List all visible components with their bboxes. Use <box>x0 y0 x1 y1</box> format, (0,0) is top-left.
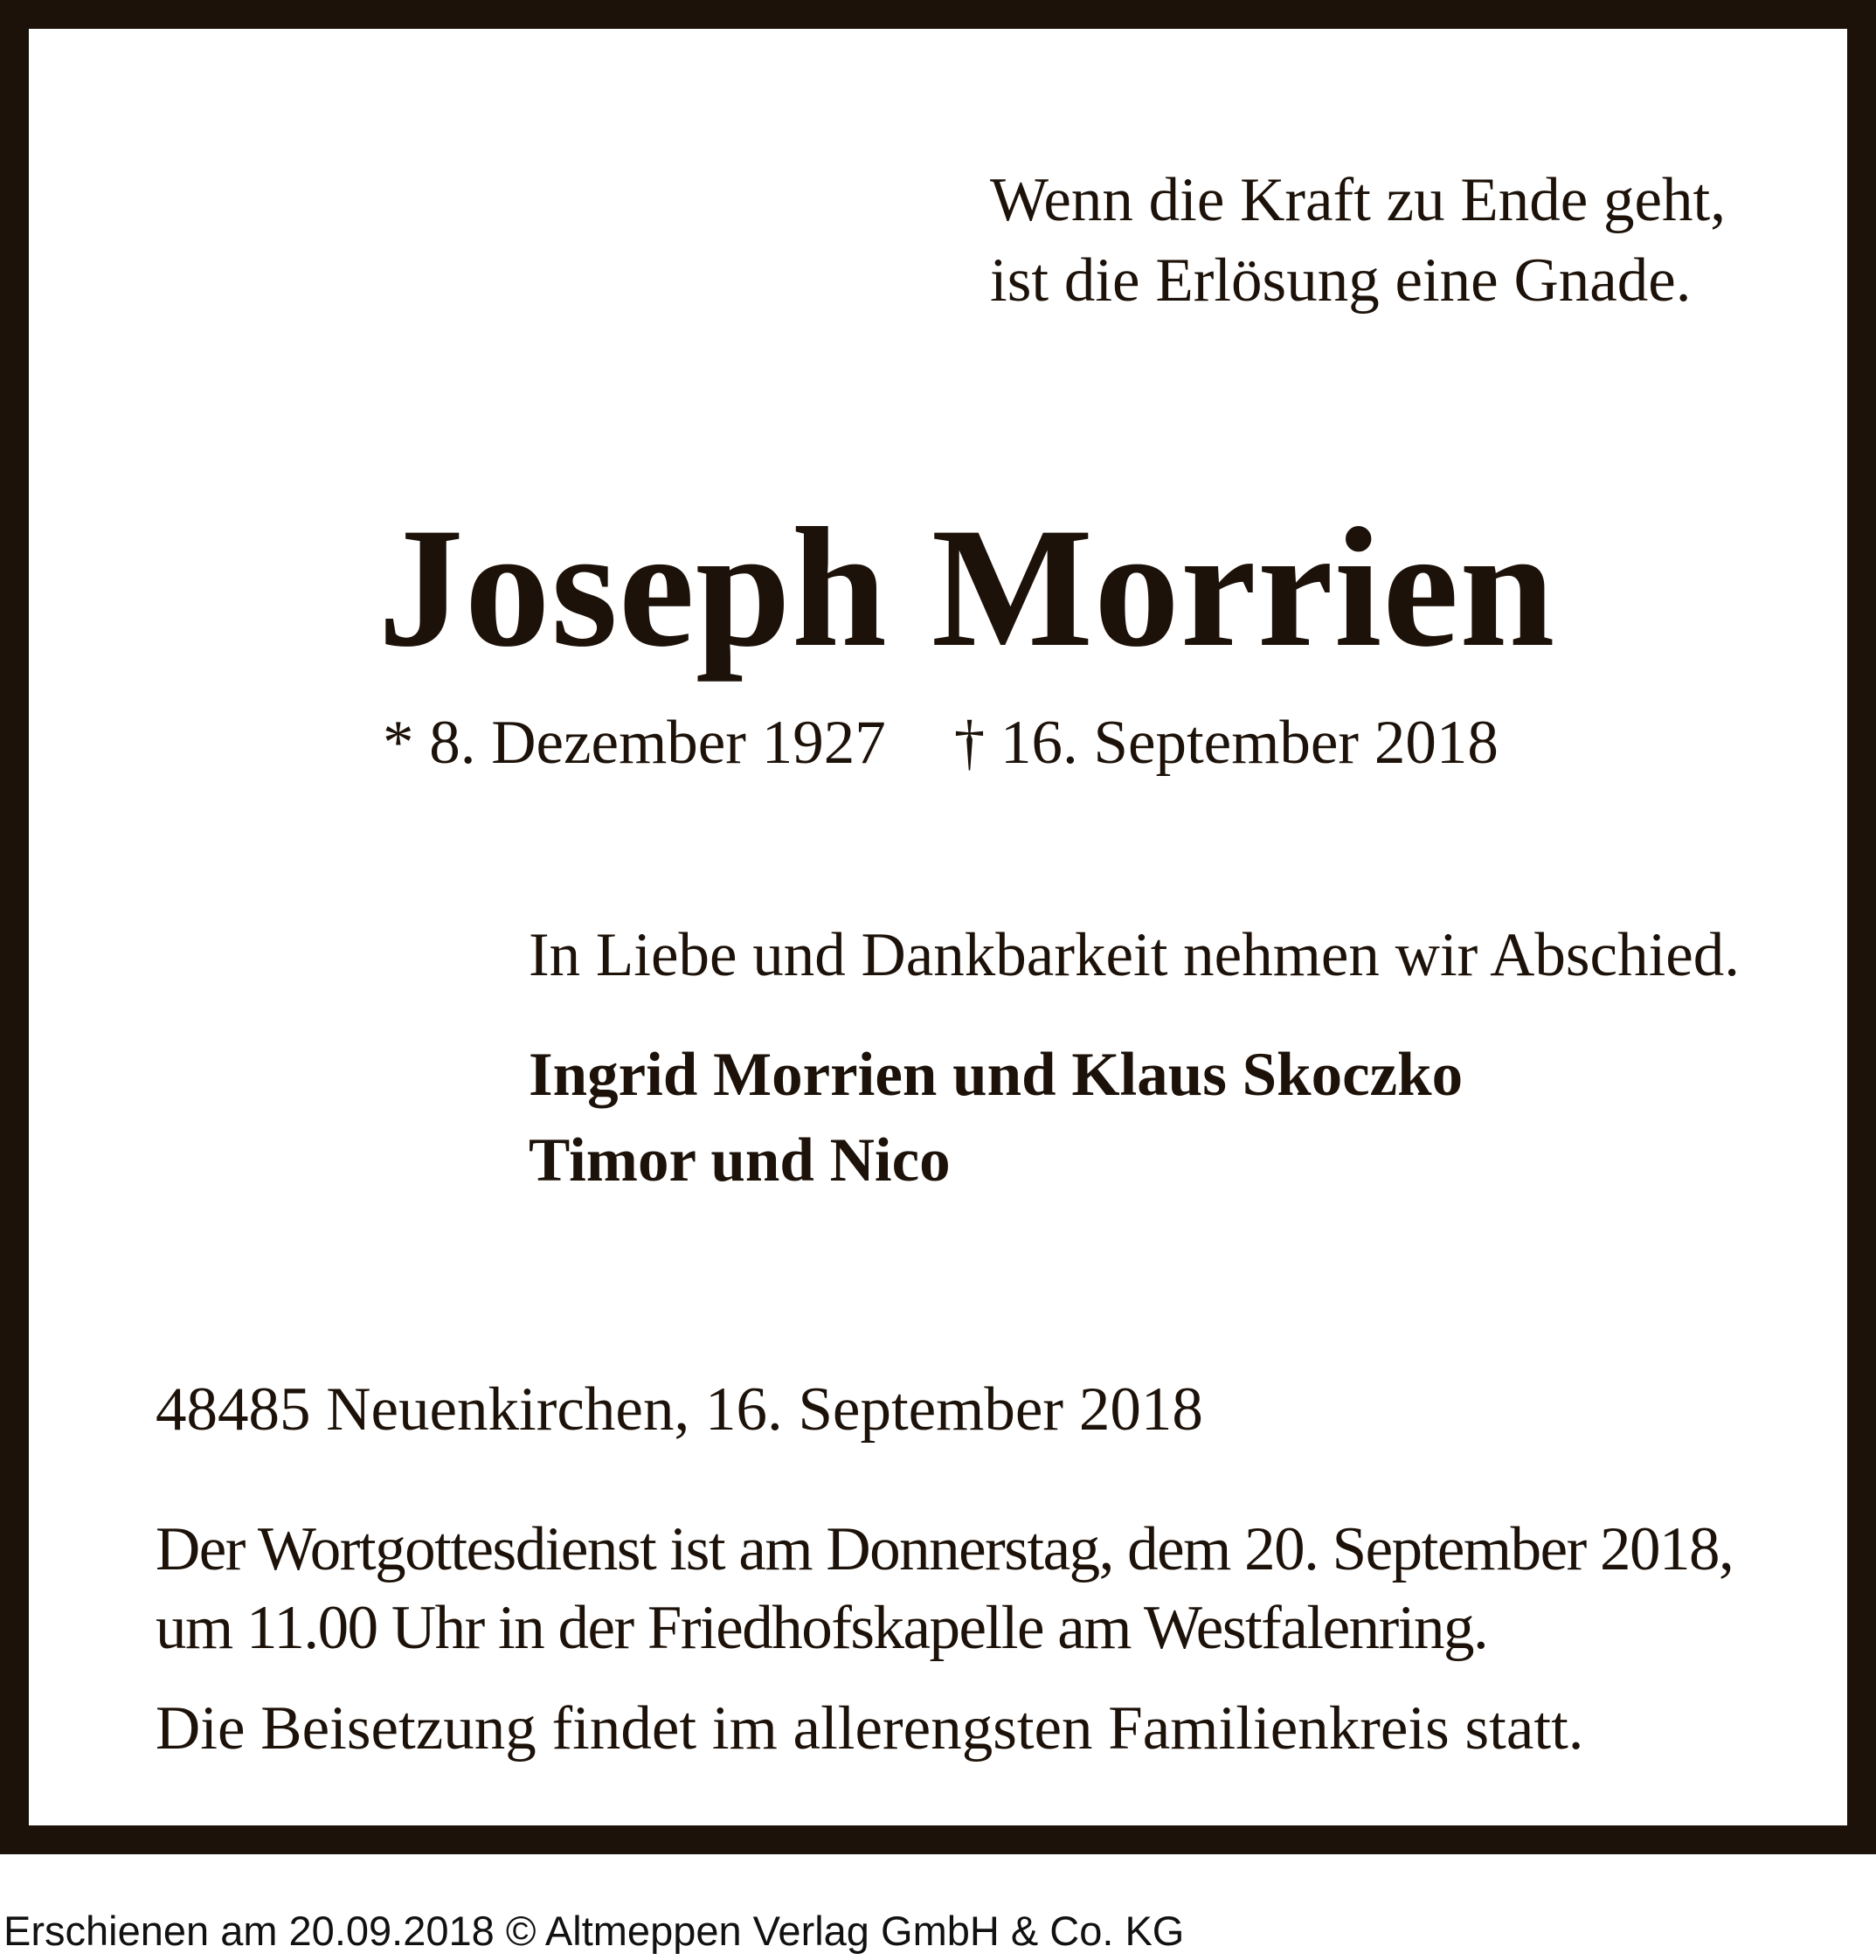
place-and-date: 48485 Neuenkirchen, 16. September 2018 <box>156 1375 1203 1444</box>
service-line-1: Der Wortgottesdienst ist am Donnerstag, dem 20. September 2018, <box>156 1515 1734 1583</box>
service-info <box>156 1510 1733 1667</box>
mourners-list <box>529 1032 1463 1203</box>
farewell-text: In Liebe und Dankbarkeit nehmen wir Abschied. <box>529 921 1741 989</box>
birth-date: * 8. Dezember 1927 <box>383 709 886 777</box>
mourner-line-2: Timor und Nico <box>529 1126 951 1195</box>
deceased-name: Joseph Morrien <box>377 493 1556 682</box>
service-line-2: um 11.00 Uhr in der Friedhofskapelle am Westfalenring. <box>156 1594 1488 1662</box>
motto-line-2: ist die Erlösung eine Gnade. <box>990 246 1692 315</box>
motto-quote <box>990 160 1726 321</box>
death-date: † 16. September 2018 <box>953 709 1499 777</box>
life-dates <box>383 703 1499 782</box>
mourner-line-1: Ingrid Morrien und Klaus Skoczko <box>529 1041 1464 1109</box>
burial-info: Die Beisetzung findet im allerengsten Familienkreis statt. <box>156 1694 1584 1763</box>
motto-line-1: Wenn die Kraft zu Ende geht, <box>990 166 1727 234</box>
publication-footer: Erschienen am 20.09.2018 © Altmeppen Verlag GmbH & Co. KG <box>3 1908 1185 1954</box>
